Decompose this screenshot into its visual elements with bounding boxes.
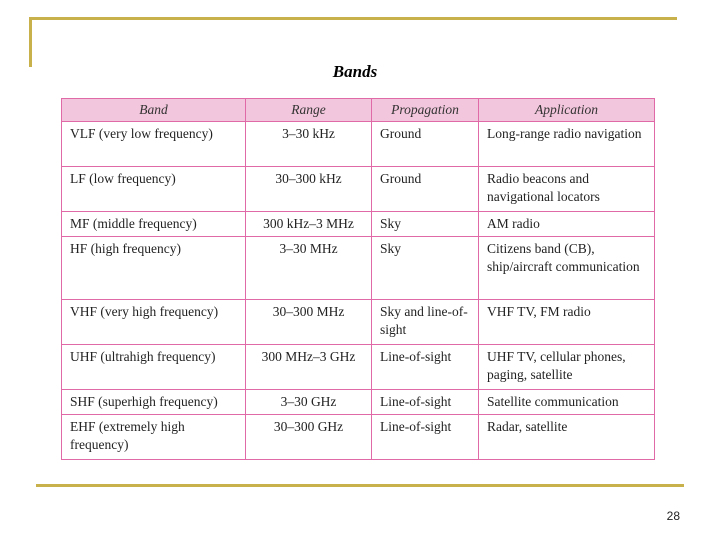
cell-propagation: Line-of-sight bbox=[372, 390, 479, 415]
cell-range: 3–30 kHz bbox=[246, 122, 372, 167]
cell-propagation: Ground bbox=[372, 122, 479, 167]
table-row bbox=[62, 390, 655, 415]
cell-application: Radar, satellite bbox=[479, 415, 655, 460]
cell-range: 30–300 MHz bbox=[246, 300, 372, 345]
cell-range: 300 kHz–3 MHz bbox=[246, 212, 372, 237]
header-propagation: Propagation bbox=[372, 99, 479, 122]
header-range: Range bbox=[246, 99, 372, 122]
header-band: Band bbox=[62, 99, 246, 122]
cell-application: UHF TV, cellular phones, paging, satellite bbox=[479, 345, 655, 390]
cell-band: HF (high frequency) bbox=[62, 237, 246, 300]
slide-title: Bands bbox=[332, 62, 378, 81]
cell-propagation: Ground bbox=[372, 167, 479, 212]
frame-bottom-rule bbox=[36, 484, 684, 487]
cell-range: 3–30 GHz bbox=[246, 390, 372, 415]
cell-propagation: Line-of-sight bbox=[372, 415, 479, 460]
cell-application: Citizens band (CB), ship/aircraft communication bbox=[479, 237, 655, 300]
cell-range: 30–300 GHz bbox=[246, 415, 372, 460]
table-header-row bbox=[62, 99, 655, 122]
table-row bbox=[62, 237, 655, 300]
cell-application: AM radio bbox=[479, 212, 655, 237]
cell-band: EHF (extremely high frequency) bbox=[62, 415, 246, 460]
frame-top-rule bbox=[29, 17, 677, 20]
bands-table bbox=[61, 98, 655, 460]
cell-range: 3–30 MHz bbox=[246, 237, 372, 300]
cell-band: VLF (very low frequency) bbox=[62, 122, 246, 167]
table-row bbox=[62, 212, 655, 237]
cell-propagation: Sky bbox=[372, 237, 479, 300]
page-number: 28 bbox=[666, 509, 680, 523]
cell-range: 30–300 kHz bbox=[246, 167, 372, 212]
table-row bbox=[62, 415, 655, 460]
cell-band: VHF (very high frequency) bbox=[62, 300, 246, 345]
cell-propagation: Sky and line-of-sight bbox=[372, 300, 479, 345]
cell-application: Radio beacons and navigational locators bbox=[479, 167, 655, 212]
cell-band: UHF (ultrahigh frequency) bbox=[62, 345, 246, 390]
cell-application: VHF TV, FM radio bbox=[479, 300, 655, 345]
frame-left-rule bbox=[29, 17, 32, 67]
cell-band: MF (middle frequency) bbox=[62, 212, 246, 237]
cell-band: LF (low frequency) bbox=[62, 167, 246, 212]
cell-application: Satellite communication bbox=[479, 390, 655, 415]
table-row bbox=[62, 300, 655, 345]
header-application: Application bbox=[479, 99, 655, 122]
cell-propagation: Sky bbox=[372, 212, 479, 237]
cell-band: SHF (superhigh frequency) bbox=[62, 390, 246, 415]
cell-range: 300 MHz–3 GHz bbox=[246, 345, 372, 390]
table-row bbox=[62, 122, 655, 167]
table-row bbox=[62, 345, 655, 390]
cell-application: Long-range radio navigation bbox=[479, 122, 655, 167]
cell-propagation: Line-of-sight bbox=[372, 345, 479, 390]
table-row bbox=[62, 167, 655, 212]
